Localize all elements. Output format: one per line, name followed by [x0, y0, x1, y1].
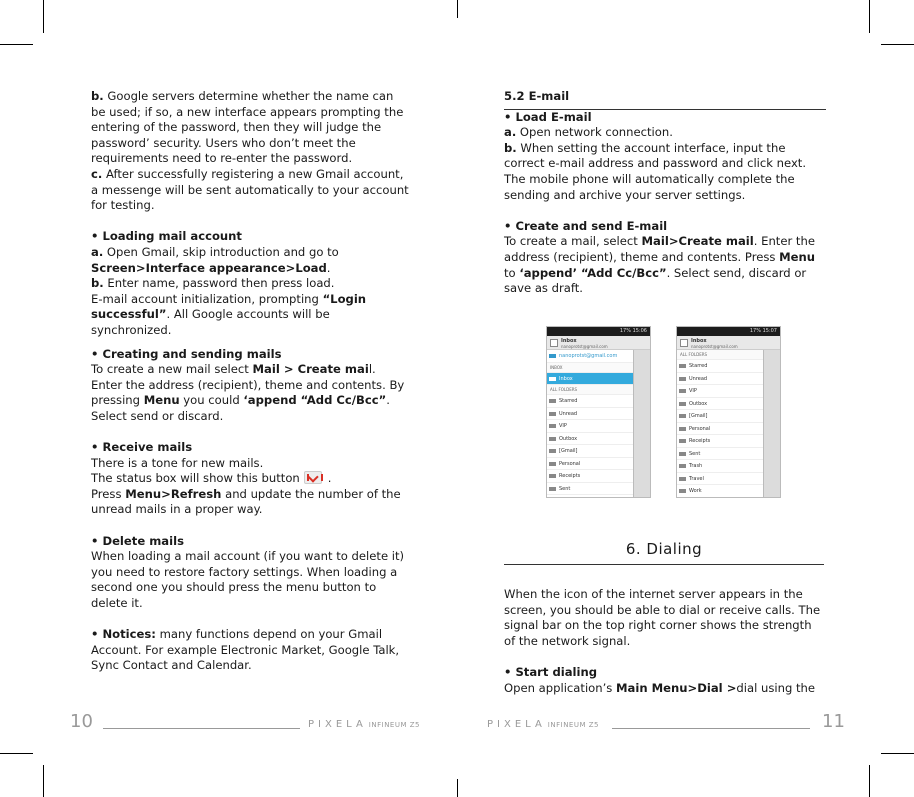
right-page-text — [504, 89, 826, 297]
inbox-header: Inbox nanoprotst@gmail.com — [677, 336, 780, 350]
crop-mark — [881, 44, 914, 45]
paragraph-b: b. Google servers determine whether the name can be used; if so, a new interface appears prompting the entering of the password, then they will judge the password’ security. Users who don’t meet the requirements need to re-enter the password. — [91, 89, 404, 166]
folder-item: Unread — [677, 373, 765, 386]
folder-icon — [549, 424, 556, 428]
footer-brand-right: PIXELA INFINEUM Z5 — [487, 719, 599, 730]
notices-text: • Notices: many functions depend on your Gmail Account. For example Electronic Market, Google Talk, Sync Contact and Calendar. — [91, 627, 400, 673]
folder-item: Starred — [547, 395, 635, 408]
page-number-left: 10 — [70, 711, 93, 732]
folder-item: Personal — [547, 458, 635, 471]
crop-mark — [43, 765, 44, 797]
folder-item: [Gmail] — [677, 410, 765, 423]
loading-step-b: b. Enter name, password then press load. — [91, 276, 335, 291]
phone-screenshots — [546, 326, 786, 498]
creating-title: • Creating and sending mails — [91, 346, 282, 361]
crop-mark — [457, 0, 458, 18]
crop-mark — [881, 753, 914, 754]
folder-item: Sent — [547, 483, 635, 496]
crop-mark — [43, 0, 44, 33]
folder-icon — [679, 414, 686, 418]
status-bar: 17% 15:07 — [677, 327, 780, 336]
mail-icon — [550, 339, 558, 347]
footer-rule — [612, 728, 810, 729]
folder-icon — [679, 427, 686, 431]
delete-title: • Delete mails — [91, 533, 184, 548]
folder-item: [Gmail] — [547, 445, 635, 458]
folder-icon — [549, 474, 556, 478]
folder-list — [547, 350, 635, 497]
left-page-text — [91, 89, 409, 674]
folder-item: Receipts — [547, 470, 635, 483]
loading-step-a: a. Open Gmail, skip introduction and go to Screen>Interface appearance>Load. — [91, 244, 339, 275]
folder-label: ALL FOLDERS — [677, 350, 765, 360]
crop-mark — [869, 0, 870, 33]
creating-text: To create a new mail select Mail > Create mail. Enter the address (recipient), theme and contents. By pressing Menu you could ‘append “Add Cc/Bcc”. Select send or discard. — [91, 362, 405, 423]
folder-item: Starred — [677, 360, 765, 373]
loading-title: • Loading mail account — [91, 229, 242, 244]
receive-line-2: The status box will show this button . — [91, 471, 332, 486]
paragraph-c: c. After successfully registering a new Gmail account, a messenge will be sent automatically to your account for testing. — [91, 166, 409, 213]
folder-item: Personal — [677, 423, 765, 436]
load-step-a: a. Open network connection. — [504, 125, 673, 140]
load-email-title: • Load E-mail — [504, 109, 592, 124]
folder-item: Trash — [677, 460, 765, 473]
dialing-heading: 6. Dialing — [504, 540, 824, 565]
dialing-intro: When the icon of the internet server appears in the screen, you should be able to dial or receive calls. The signal bar on the top right corner shows the strength of the network signal. — [504, 587, 821, 648]
folder-icon — [549, 412, 556, 416]
dialing-text — [504, 587, 826, 696]
folder-item: Outbox — [547, 433, 635, 446]
footer-rule — [103, 728, 300, 729]
load-step-b: b. When setting the account interface, input the correct e-mail address and password and click next. The mobile phone will automatically complete the sending and archive your server settings. — [504, 140, 807, 202]
gmail-icon — [304, 471, 322, 484]
folder-icon — [549, 487, 556, 491]
account-row: nanoprotst@gmail.com — [547, 350, 635, 363]
inbox-header: Inbox nanoprotst@gmail.com — [547, 336, 650, 350]
receive-title: • Receive mails — [91, 440, 193, 455]
folder-label: ALL FOLDERS — [547, 385, 635, 395]
phone-screenshot-2 — [676, 326, 781, 498]
mail-icon — [680, 339, 688, 347]
phone-screenshot-1 — [546, 326, 651, 498]
folder-list — [677, 350, 765, 497]
folder-icon — [549, 437, 556, 441]
crop-mark — [869, 765, 870, 797]
delete-text: When loading a mail account (if you want to delete it) you need to restore factory settings. When loading a second one you should press the menu button to delete it. — [91, 549, 405, 610]
receive-line-1: There is a tone for new mails. — [91, 455, 264, 470]
crop-mark — [457, 779, 458, 797]
message-pane — [633, 350, 650, 497]
page-number-right: 11 — [822, 711, 845, 732]
folder-icon — [679, 464, 686, 468]
folder-icon — [679, 489, 686, 493]
folder-icon — [679, 452, 686, 456]
account-icon — [549, 354, 556, 358]
folder-icon — [549, 462, 556, 466]
start-dialing-text: Open application’s Main Menu>Dial >dial using the — [504, 680, 816, 695]
loading-result: E-mail account initialization, prompting “Login successful”. All Google accounts will be synchronized. — [91, 291, 367, 337]
folder-icon — [679, 389, 686, 393]
folder-icon — [549, 449, 556, 453]
folder-icon — [679, 377, 686, 381]
folder-item: Outbox — [677, 398, 765, 411]
folder-item: VIP — [547, 420, 635, 433]
folder-icon — [549, 399, 556, 403]
message-pane — [763, 350, 780, 497]
status-bar: 17% 15:06 — [547, 327, 650, 336]
folder-label: INBOX — [547, 363, 635, 373]
receive-line-3: Press Menu>Refresh and update the number of the unread mails in a proper way. — [91, 486, 401, 517]
folder-icon — [679, 364, 686, 368]
create-email-title: • Create and send E-mail — [504, 218, 668, 233]
crop-mark — [0, 753, 33, 754]
section-heading: 5.2 E-mail — [504, 89, 826, 110]
footer-brand-left: PIXELA INFINEUM Z5 — [308, 719, 420, 730]
folder-item: Unread — [547, 408, 635, 421]
crop-mark — [0, 44, 33, 45]
inbox-icon — [549, 377, 556, 381]
folder-item: Sent — [677, 448, 765, 461]
folder-icon — [679, 402, 686, 406]
folder-item: Receipts — [677, 435, 765, 448]
folder-icon — [679, 439, 686, 443]
folder-item: Travel — [677, 473, 765, 486]
folder-icon — [679, 477, 686, 481]
create-email-text: To create a mail, select Mail>Create mail. Enter the address (recipient), theme and contents. Press Menu to ‘append’ “Add Cc/Bcc”. Select send, discard or save as draft. — [504, 234, 816, 296]
folder-item: Work — [677, 485, 765, 498]
start-dialing-title: • Start dialing — [504, 664, 598, 679]
folder-inbox: Inbox — [547, 373, 635, 386]
folder-item: VIP — [677, 385, 765, 398]
